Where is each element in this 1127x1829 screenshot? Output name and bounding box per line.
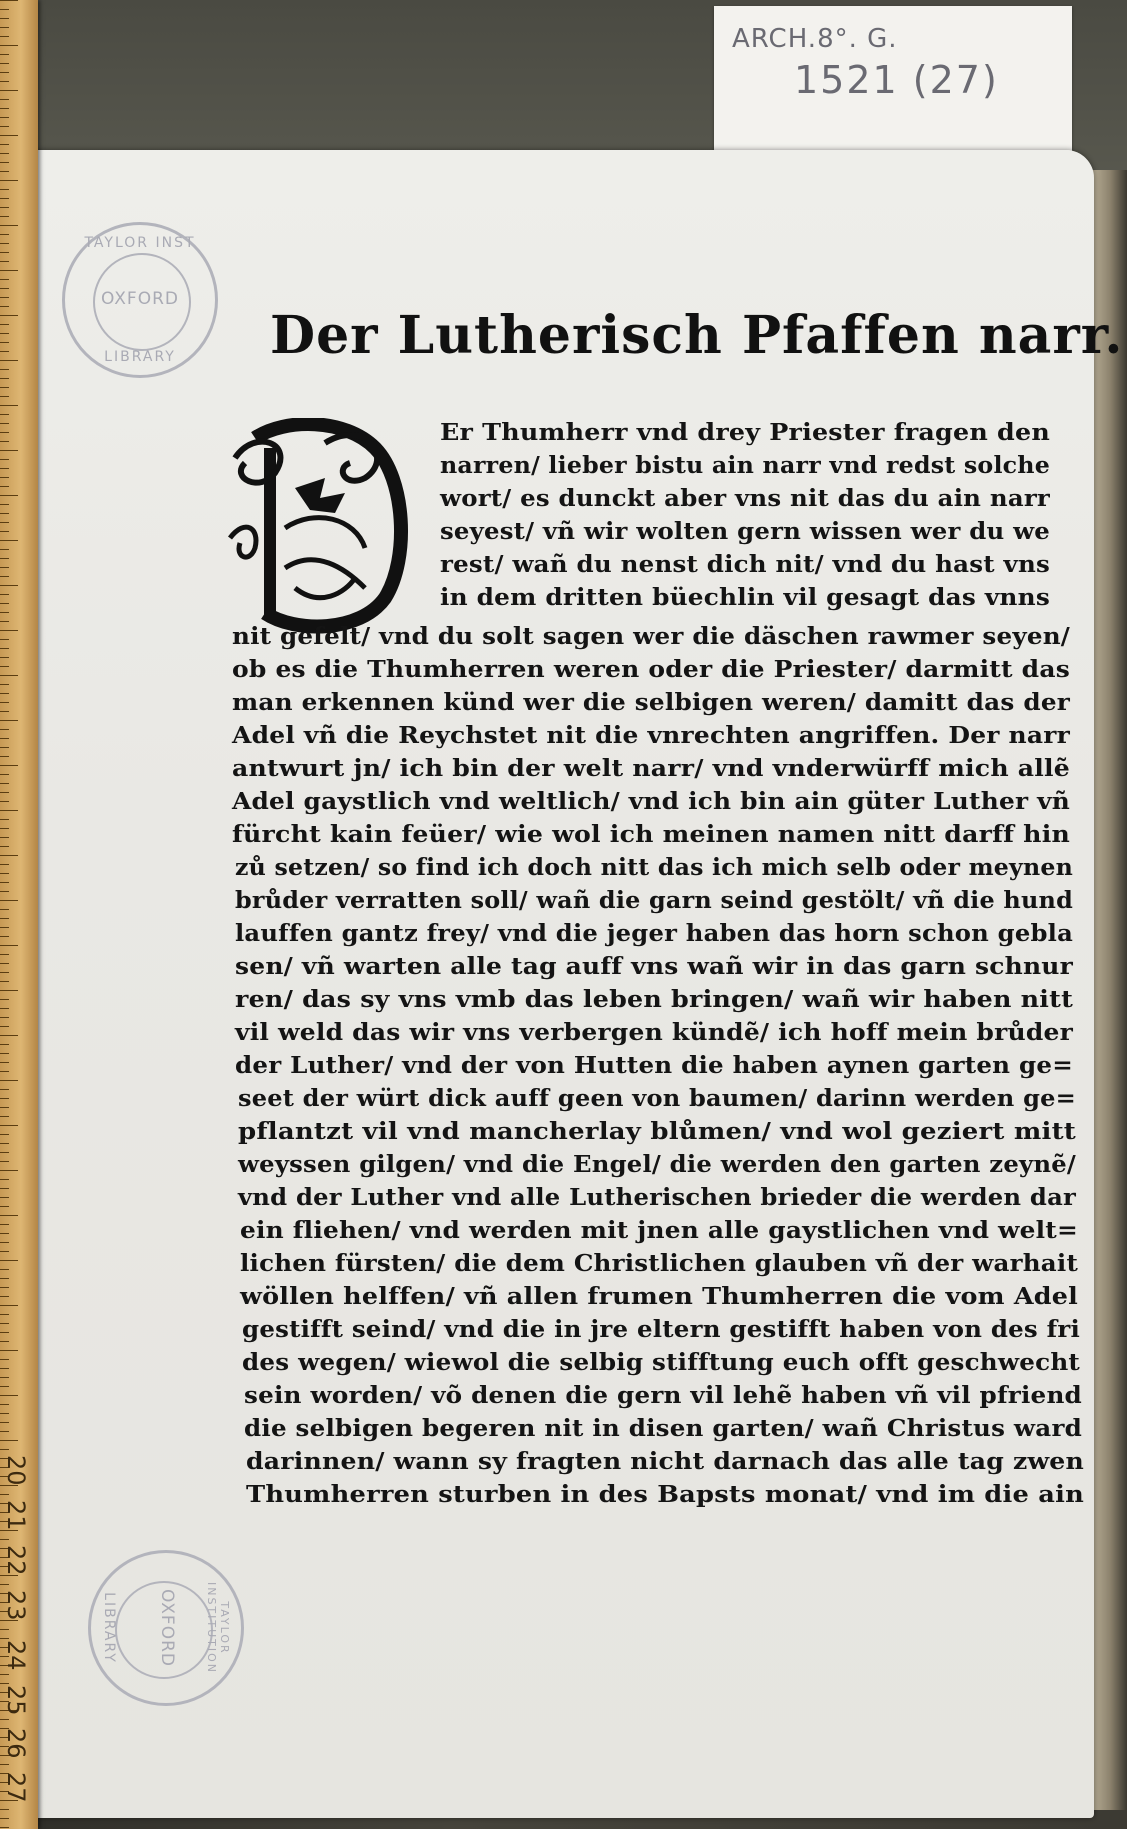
ruler-tick [0, 999, 9, 1000]
ruler-tick [0, 1413, 9, 1414]
ruler-tick [0, 783, 9, 784]
ruler-tick [0, 441, 9, 442]
ruler-tick [0, 1305, 18, 1306]
ruler-tick [0, 540, 18, 541]
text-line: in dem dritten büechlin vil gesagt das vnns [440, 583, 1050, 611]
text-line: vnd der Luther vnd alle Lutherischen brieder die werden dar [238, 1183, 1076, 1211]
text-line: nit gefelt/ vnd du solt sagen wer die däschen rawmer seyen/ [232, 622, 1070, 650]
stamp-arc-top-text: TAYLOR INSTITUTION [205, 1581, 231, 1675]
ruler-tick [0, 810, 18, 811]
text-line: ein fliehen/ vnd werden mit jnen alle gaystlichen vnd welt= [240, 1216, 1078, 1244]
ruler-tick [0, 738, 9, 739]
ruler-tick [0, 1215, 18, 1216]
ruler-tick [0, 378, 9, 379]
ruler-tick [0, 990, 18, 991]
text-line: sen/ vñ warten alle tag auff vns wañ wir in das garn schnur [235, 952, 1073, 980]
ruler-tick [0, 936, 9, 937]
ruler-tick [0, 414, 9, 415]
ruler-tick [0, 1386, 9, 1387]
text-line: ob es die Thumherren weren oder die Priester/ darmitt das [232, 655, 1070, 683]
measuring-ruler [0, 0, 38, 1829]
ruler-tick [0, 603, 9, 604]
ruler-tick [0, 351, 9, 352]
ruler-tick [0, 549, 9, 550]
ruler-tick [0, 1377, 9, 1378]
stamp-arc-bottom-text: LIBRARY [101, 1592, 117, 1664]
ruler-tick [0, 54, 9, 55]
ruler-tick [0, 144, 9, 145]
ruler-tick [0, 639, 9, 640]
ruler-tick [0, 1206, 9, 1207]
ruler-tick [0, 333, 9, 334]
ruler-number: 27 [2, 1772, 30, 1803]
ruler-tick [0, 423, 9, 424]
ruler-tick [0, 342, 9, 343]
ruler-tick [0, 387, 9, 388]
text-line: sein worden/ võ denen die gern vil lehẽ haben vñ vil pfriend [244, 1381, 1082, 1409]
ruler-tick [0, 1035, 18, 1036]
ruler-tick [0, 63, 9, 64]
ruler-tick [0, 513, 9, 514]
ruler-tick [0, 198, 9, 199]
ruler-tick [0, 522, 9, 523]
ruler-tick [0, 774, 9, 775]
ruler-tick [0, 234, 9, 235]
ruler-tick [0, 909, 9, 910]
ruler-tick [0, 315, 18, 316]
decorated-initial-d [225, 418, 415, 638]
ruler-tick [0, 18, 9, 19]
ruler-tick [0, 252, 9, 253]
ruler-tick [0, 855, 18, 856]
ruler-tick [0, 396, 9, 397]
ruler-tick [0, 1404, 9, 1405]
ruler-tick [0, 27, 9, 28]
stamp-arc-bottom-text: LIBRARY [104, 349, 176, 365]
ruler-number: 26 [2, 1728, 30, 1759]
stamp-center-text: OXFORD [100, 289, 179, 309]
ruler-tick [0, 1008, 9, 1009]
ruler-tick [0, 405, 18, 406]
ruler-tick [0, 747, 9, 748]
ruler-tick [0, 666, 9, 667]
ruler-tick [0, 1584, 9, 1585]
ruler-tick [0, 1125, 18, 1126]
ruler-tick [0, 450, 18, 451]
ruler-tick [0, 1431, 9, 1432]
ruler-tick [0, 108, 9, 109]
ruler-tick [0, 1089, 9, 1090]
ruler-tick [0, 270, 18, 271]
ruler-number: 25 [2, 1685, 30, 1716]
ruler-tick [0, 36, 9, 37]
stamp-arc-top-text: TAYLOR INST [84, 235, 196, 251]
ruler-tick [0, 594, 9, 595]
ruler-tick [0, 1170, 18, 1171]
ruler-tick [0, 675, 18, 676]
ruler-tick [0, 1314, 9, 1315]
ruler-tick [0, 1629, 9, 1630]
text-line: darinnen/ wann sy fragten nicht darnach das alle tag zwen [246, 1447, 1084, 1475]
text-line: lichen fürsten/ die dem Christlichen glauben vñ der warhait [240, 1249, 1078, 1277]
ruler-tick [0, 180, 18, 181]
ruler-tick [0, 1809, 9, 1810]
text-line: weyssen gilgen/ vnd die Engel/ die werden den garten zeynẽ/ [238, 1150, 1076, 1178]
ruler-tick [0, 846, 9, 847]
ruler-tick [0, 1368, 9, 1369]
ruler-tick [0, 495, 18, 496]
ruler-tick [0, 369, 9, 370]
ruler-tick [0, 324, 9, 325]
ruler-tick [0, 432, 9, 433]
ruler-tick [0, 792, 9, 793]
ruler-tick [0, 1107, 9, 1108]
text-line: seyest/ vñ wir wolten gern wissen wer du we [440, 517, 1050, 545]
ruler-tick [0, 927, 9, 928]
ruler-tick [0, 1719, 9, 1720]
ruler-tick [0, 873, 9, 874]
ruler-tick [0, 684, 9, 685]
ruler-tick [0, 288, 9, 289]
page-title: Der Lutherisch Pfaffen narr. [270, 305, 1124, 366]
shelfmark-line-1: ARCH.8°. G. [732, 24, 898, 54]
ruler-tick [0, 1278, 9, 1279]
ruler-tick [0, 918, 9, 919]
ruler-tick [0, 711, 9, 712]
ruler-tick [0, 1143, 9, 1144]
ruler-tick [0, 1179, 9, 1180]
ruler-tick [0, 1323, 9, 1324]
ruler-tick [0, 981, 9, 982]
ruler-tick [0, 153, 9, 154]
ruler-tick [0, 1341, 9, 1342]
ruler-tick [0, 1332, 9, 1333]
ruler-tick [0, 1827, 9, 1828]
shelfmark-line-2: 1521 (27) [794, 58, 999, 102]
ruler-tick [0, 972, 9, 973]
ruler-number: 24 [2, 1640, 30, 1671]
ruler-tick [0, 585, 18, 586]
ruler-tick [0, 261, 9, 262]
text-line: ren/ das sy vns vmb das leben bringen/ wañ wir haben nitt [235, 985, 1073, 1013]
ruler-tick [0, 1395, 18, 1396]
ruler-tick [0, 1764, 9, 1765]
ruler-tick [0, 171, 9, 172]
ruler-tick [0, 819, 9, 820]
ruler-tick [0, 1197, 9, 1198]
text-line: die selbigen begeren nit in disen garten/ wañ Christus ward [244, 1414, 1082, 1442]
ruler-tick [0, 117, 9, 118]
ruler-tick [0, 693, 9, 694]
ruler-tick [0, 45, 18, 46]
ruler-tick [0, 1188, 9, 1189]
text-line: Adel gaystlich vnd weltlich/ vnd ich bin ain güter Luther vñ [232, 787, 1070, 815]
ruler-tick [0, 1053, 9, 1054]
ruler-tick [0, 891, 9, 892]
text-line: narren/ lieber bistu ain narr vnd redst solche [440, 451, 1050, 479]
ruler-tick [0, 1494, 9, 1495]
ruler-tick [0, 0, 18, 1]
ruler-tick [0, 297, 9, 298]
ruler-tick [0, 1071, 9, 1072]
ruler-number: 21 [2, 1500, 30, 1531]
ruler-tick [0, 756, 9, 757]
ruler-tick [0, 576, 9, 577]
ruler-tick [0, 945, 18, 946]
ruler-tick [0, 216, 9, 217]
ruler-tick [0, 135, 18, 136]
ruler-tick [0, 207, 9, 208]
ruler-tick [0, 1287, 9, 1288]
ruler-tick [0, 504, 9, 505]
ruler-number: 22 [2, 1545, 30, 1576]
ruler-tick [0, 954, 9, 955]
ruler-tick [0, 189, 9, 190]
ruler-tick [0, 1134, 9, 1135]
ruler-number: 20 [2, 1455, 30, 1486]
ruler-tick [0, 477, 9, 478]
library-stamp-bottom [88, 1550, 244, 1706]
ruler-tick [0, 765, 18, 766]
ruler-tick [0, 828, 9, 829]
shelfmark-label [714, 6, 1072, 168]
text-line: brůder verratten soll/ wañ die garn seind gestölt/ vñ die hund [235, 886, 1073, 914]
ruler-tick [0, 1449, 9, 1450]
ruler-tick [0, 801, 9, 802]
ruler-number: 23 [2, 1590, 30, 1621]
text-line: antwurt jn/ ich bin der welt narr/ vnd vnderwürff mich allẽ [232, 754, 1070, 782]
ruler-tick [0, 567, 9, 568]
ruler-tick [0, 279, 9, 280]
ruler-tick [0, 468, 9, 469]
stamp-center-text: OXFORD [157, 1588, 177, 1667]
ruler-tick [0, 1044, 9, 1045]
ruler-tick [0, 1080, 18, 1081]
ruler-tick [0, 1296, 9, 1297]
text-line: des wegen/ wiewol die selbig stifftung euch offt geschwecht [242, 1348, 1080, 1376]
ruler-tick [0, 459, 9, 460]
ruler-tick [0, 243, 9, 244]
text-line: Er Thumherr vnd drey Priester fragen den [440, 418, 1050, 446]
ruler-tick [0, 612, 9, 613]
text-line: man erkennen künd wer die selbigen weren/ damitt das der [232, 688, 1070, 716]
ruler-tick [0, 1440, 18, 1441]
ruler-tick [0, 72, 9, 73]
ruler-tick [0, 99, 9, 100]
text-line: rest/ wañ du nenst dich nit/ vnd du hast vns [440, 550, 1050, 578]
library-stamp-top [62, 222, 218, 378]
text-line: Thumherren sturben in des Bapsts monat/ vnd im die ain [246, 1480, 1084, 1508]
text-line: seet der würt dick auff geen von baumen/ darinn werden ge= [238, 1084, 1076, 1112]
ruler-tick [0, 1269, 9, 1270]
ruler-tick [0, 1161, 9, 1162]
text-line: der Luther/ vnd der von Hutten die haben aynen garten ge= [235, 1051, 1073, 1079]
ruler-tick [0, 729, 9, 730]
text-line: lauffen gantz frey/ vnd die jeger haben das horn schon gebla [235, 919, 1073, 947]
ruler-tick [0, 90, 18, 91]
ruler-tick [0, 1242, 9, 1243]
ruler-tick [0, 1350, 18, 1351]
text-line: wort/ es dunckt aber vns nit das du ain narr [440, 484, 1050, 512]
ruler-tick [0, 306, 9, 307]
ruler-tick [0, 486, 9, 487]
ruler-tick [0, 81, 9, 82]
ruler-tick [0, 360, 18, 361]
text-line: fürcht kain feüer/ wie wol ich meinen namen nitt darff hin [232, 820, 1070, 848]
ruler-tick [0, 963, 9, 964]
ruler-tick [0, 648, 9, 649]
ruler-tick [0, 837, 9, 838]
ruler-tick [0, 1359, 9, 1360]
ruler-tick [0, 1152, 9, 1153]
ruler-tick [0, 1818, 9, 1819]
ruler-tick [0, 657, 9, 658]
ruler-tick [0, 1026, 9, 1027]
text-line: vil weld das wir vns verbergen kündẽ/ ich hoff mein brůder [235, 1018, 1073, 1046]
text-line: wöllen helffen/ vñ allen frumen Thumherren die vom Adel [240, 1282, 1078, 1310]
ruler-tick [0, 1251, 9, 1252]
text-line: gestifft seind/ vnd die in jre eltern gestifft haben von des fri [242, 1315, 1080, 1343]
ruler-tick [0, 531, 9, 532]
ruler-tick [0, 1539, 9, 1540]
text-line: zů setzen/ so find ich doch nitt das ich mich selb oder meynen [235, 853, 1073, 881]
ruler-tick [0, 882, 9, 883]
ruler-tick [0, 9, 9, 10]
ruler-tick [0, 126, 9, 127]
ruler-tick [0, 621, 9, 622]
ruler-tick [0, 702, 9, 703]
ruler-tick [0, 1224, 9, 1225]
ruler-tick [0, 630, 18, 631]
ruler-tick [0, 864, 9, 865]
ruler-tick [0, 900, 18, 901]
ruler-tick [0, 720, 18, 721]
ruler-tick [0, 558, 9, 559]
ruler-tick [0, 1422, 9, 1423]
ruler-tick [0, 225, 18, 226]
ruler-tick [0, 1674, 9, 1675]
ruler-tick [0, 1233, 9, 1234]
ruler-tick [0, 1017, 9, 1018]
ruler-tick [0, 162, 9, 163]
text-line: Adel vñ die Reychstet nit die vnrechten angriffen. Der narr [232, 721, 1070, 749]
text-line: pflantzt vil vnd mancherlay blůmen/ vnd wol geziert mitt [238, 1117, 1076, 1145]
ruler-tick [0, 1683, 9, 1684]
ruler-tick [0, 1062, 9, 1063]
ruler-tick [0, 1260, 18, 1261]
ruler-tick [0, 1638, 9, 1639]
ruler-tick [0, 1116, 9, 1117]
ruler-tick [0, 1098, 9, 1099]
